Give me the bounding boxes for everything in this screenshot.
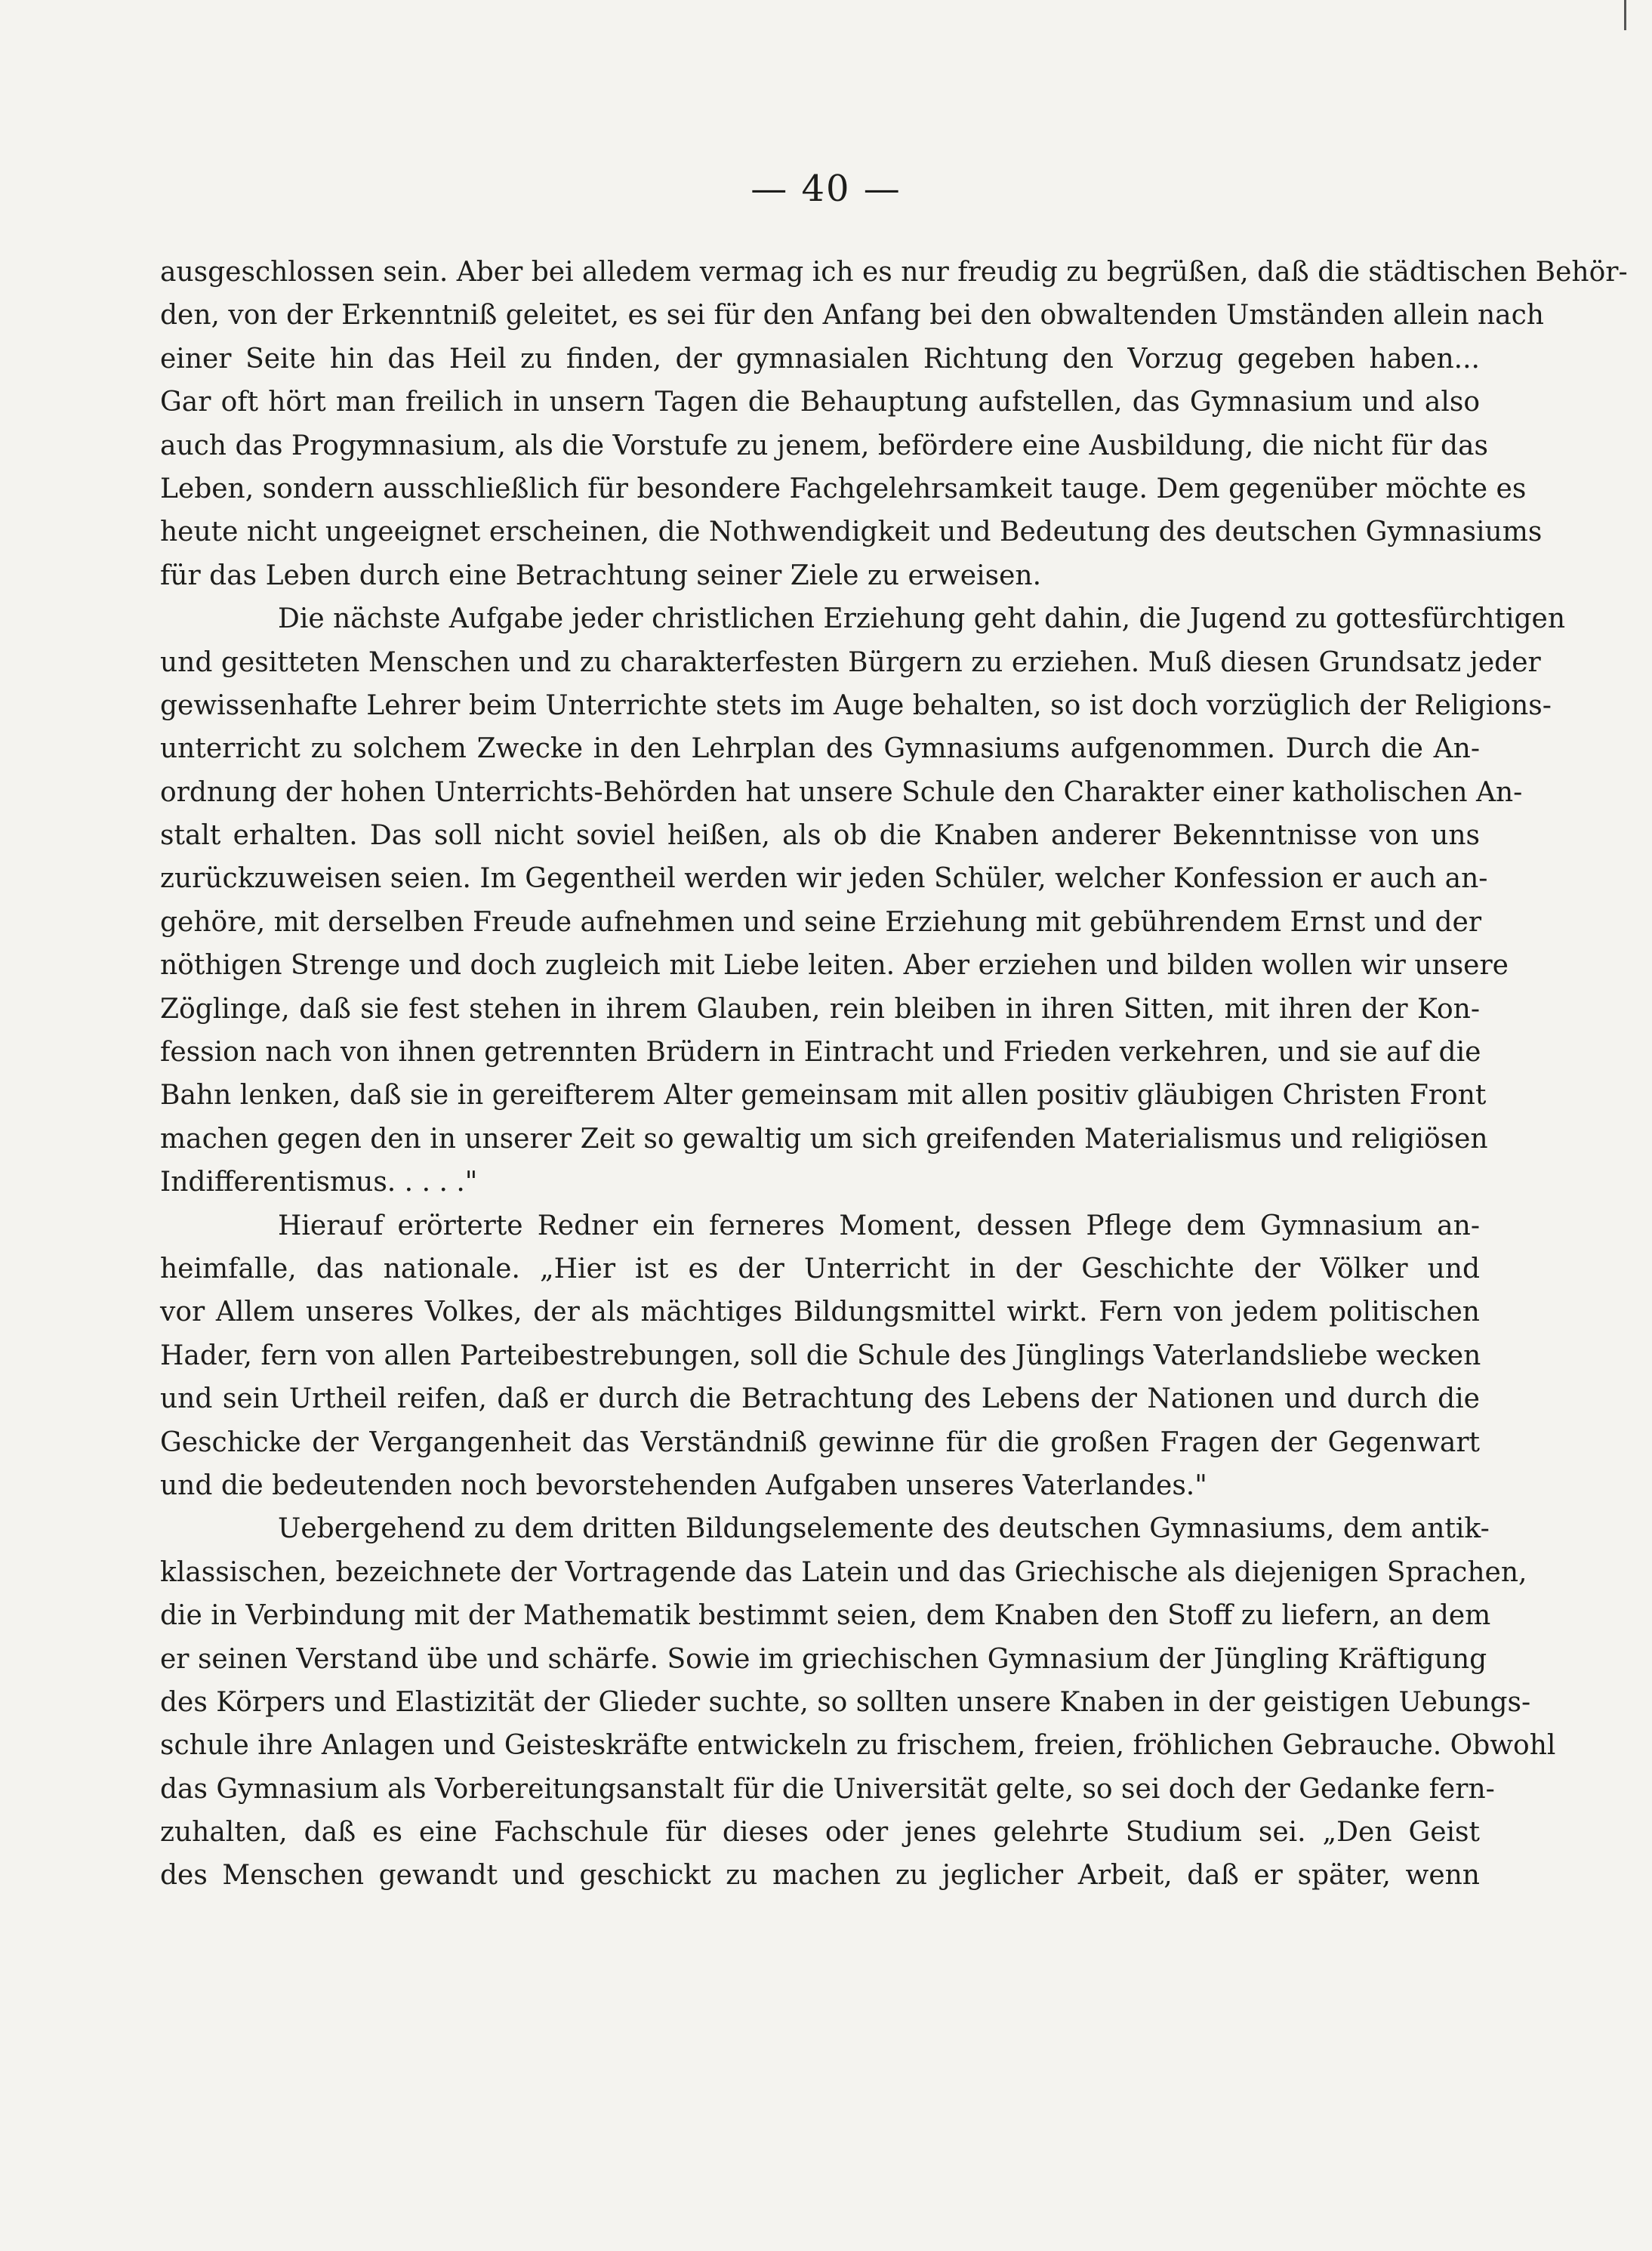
text-line: Indifferentismus. . . . .": [160, 1167, 478, 1198]
text-line: das Gymnasium als Vorbereitungsanstalt für die Universität gelte, so sei doch der Gedanke fern-: [160, 1773, 1495, 1805]
page-number: — 40 —: [750, 168, 902, 210]
text-line: schule ihre Anlagen und Geisteskräfte entwickeln zu frischem, freien, fröhlichen Gebrauche. Obwohl: [160, 1730, 1556, 1762]
text-line: Geschicke der Vergangenheit das Verständniß gewinne für die großen Fragen der Gegenwart: [160, 1426, 1480, 1458]
text-line: die in Verbindung mit der Mathematik bestimmt seien, dem Knaben den Stoff zu liefern, an dem: [160, 1600, 1491, 1632]
text-line: machen gegen den in unserer Zeit so gewaltig um sich greifenden Materialismus und religiösen: [160, 1123, 1488, 1155]
text-line: heimfalle, das nationale. „Hier ist es der Unterricht in der Geschichte der Völker und: [160, 1253, 1480, 1284]
text-line: den, von der Erkenntniß geleitet, es sei für den Anfang bei den obwaltenden Umständen allein nach: [160, 300, 1544, 331]
text-line: zurückzuweisen seien. Im Gegentheil werden wir jeden Schüler, welcher Konfession er auch an-: [160, 863, 1488, 895]
text-line: ordnung der hohen Unterrichts-Behörden hat unsere Schule den Charakter einer katholischen An-: [160, 776, 1523, 808]
text-line: Bahn lenken, daß sie in gereifterem Alter gemeinsam mit allen positiv gläubigen Christen Front: [160, 1080, 1487, 1112]
text-line: Gar oft hört man freilich in unsern Tagen die Behauptung aufstellen, das Gymnasium und also: [160, 387, 1480, 418]
text-line: und sein Urtheil reifen, daß er durch die Betrachtung des Lebens der Nationen und durch die: [160, 1383, 1480, 1415]
text-line: einer Seite hin das Heil zu finden, der gymnasialen Richtung den Vorzug gegeben haben...: [160, 343, 1480, 375]
text-line: gewissenhafte Lehrer beim Unterrichte stets im Auge behalten, so ist doch vorzüglich der Religions-: [160, 689, 1552, 721]
text-line: klassischen, bezeichnete der Vortragende das Latein und das Griechische als diejenigen Sprachen,: [160, 1556, 1527, 1588]
text-line: auch das Progymnasium, als die Vorstufe zu jenem, befördere eine Ausbildung, die nicht für das: [160, 430, 1488, 461]
text-line: stalt erhalten. Das soll nicht soviel heißen, als ob die Knaben anderer Bekenntnisse von uns: [160, 820, 1480, 852]
text-line: und die bedeutenden noch bevorstehenden Aufgaben unseres Vaterlandes.": [160, 1469, 1207, 1501]
text-line: Hader, fern von allen Parteibestrebungen, soll die Schule des Jünglings Vaterlandsliebe wecken: [160, 1340, 1481, 1371]
text-line: Zöglinge, daß sie fest stehen in ihrem Glauben, rein bleiben in ihren Sitten, mit ihren der Kon-: [160, 993, 1480, 1025]
text-line: unterricht zu solchem Zwecke in den Lehrplan des Gymnasiums aufgenommen. Durch die An-: [160, 733, 1480, 765]
text-line: Die nächste Aufgabe jeder christlichen Erziehung geht dahin, die Jugend zu gottesfürchtigen: [278, 603, 1566, 635]
text-line: heute nicht ungeeignet erscheinen, die Nothwendigkeit und Bedeutung des deutschen Gymnasiums: [160, 516, 1543, 548]
text-line: zuhalten, daß es eine Fachschule für dieses oder jenes gelehrte Studium sei. „Den Geist: [160, 1817, 1480, 1849]
scan-edge-mark: [1624, 0, 1626, 30]
text-line: des Körpers und Elastizität der Glieder suchte, so sollten unsere Knaben in der geistigen Uebungs-: [160, 1686, 1531, 1718]
text-line: nöthigen Strenge und doch zugleich mit Liebe leiten. Aber erziehen und bilden wollen wir unsere: [160, 950, 1509, 982]
text-line: gehöre, mit derselben Freude aufnehmen und seine Erziehung mit gebührendem Ernst und der: [160, 906, 1482, 938]
text-line: fession nach von ihnen getrennten Brüdern in Eintracht und Frieden verkehren, und sie auf die: [160, 1037, 1481, 1068]
text-line: ausgeschlossen sein. Aber bei alledem vermag ich es nur freudig zu begrüßen, daß die städtischen Behör-: [160, 257, 1628, 288]
text-line: des Menschen gewandt und geschickt zu machen zu jeglicher Arbeit, daß er später, wenn: [160, 1860, 1480, 1892]
text-line: vor Allem unseres Volkes, der als mächtiges Bildungsmittel wirkt. Fern von jedem politischen: [160, 1297, 1480, 1328]
body-text: [160, 251, 1628, 1898]
text-line: er seinen Verstand übe und schärfe. Sowie im griechischen Gymnasium der Jüngling Kräftigung: [160, 1643, 1487, 1675]
text-line: und gesitteten Menschen und zu charakterfesten Bürgern zu erziehen. Muß diesen Grundsatz jeder: [160, 646, 1541, 678]
text-line: Uebergehend zu dem dritten Bildungselemente des deutschen Gymnasiums, dem antik-: [278, 1513, 1490, 1545]
text-line: für das Leben durch eine Betrachtung seiner Ziele zu erweisen.: [160, 560, 1042, 591]
text-line: Hierauf erörterte Redner ein ferneres Moment, dessen Pflege dem Gymnasium an-: [278, 1210, 1480, 1241]
text-line: Leben, sondern ausschließlich für besondere Fachgelehrsamkeit tauge. Dem gegenüber möchte es: [160, 473, 1527, 504]
